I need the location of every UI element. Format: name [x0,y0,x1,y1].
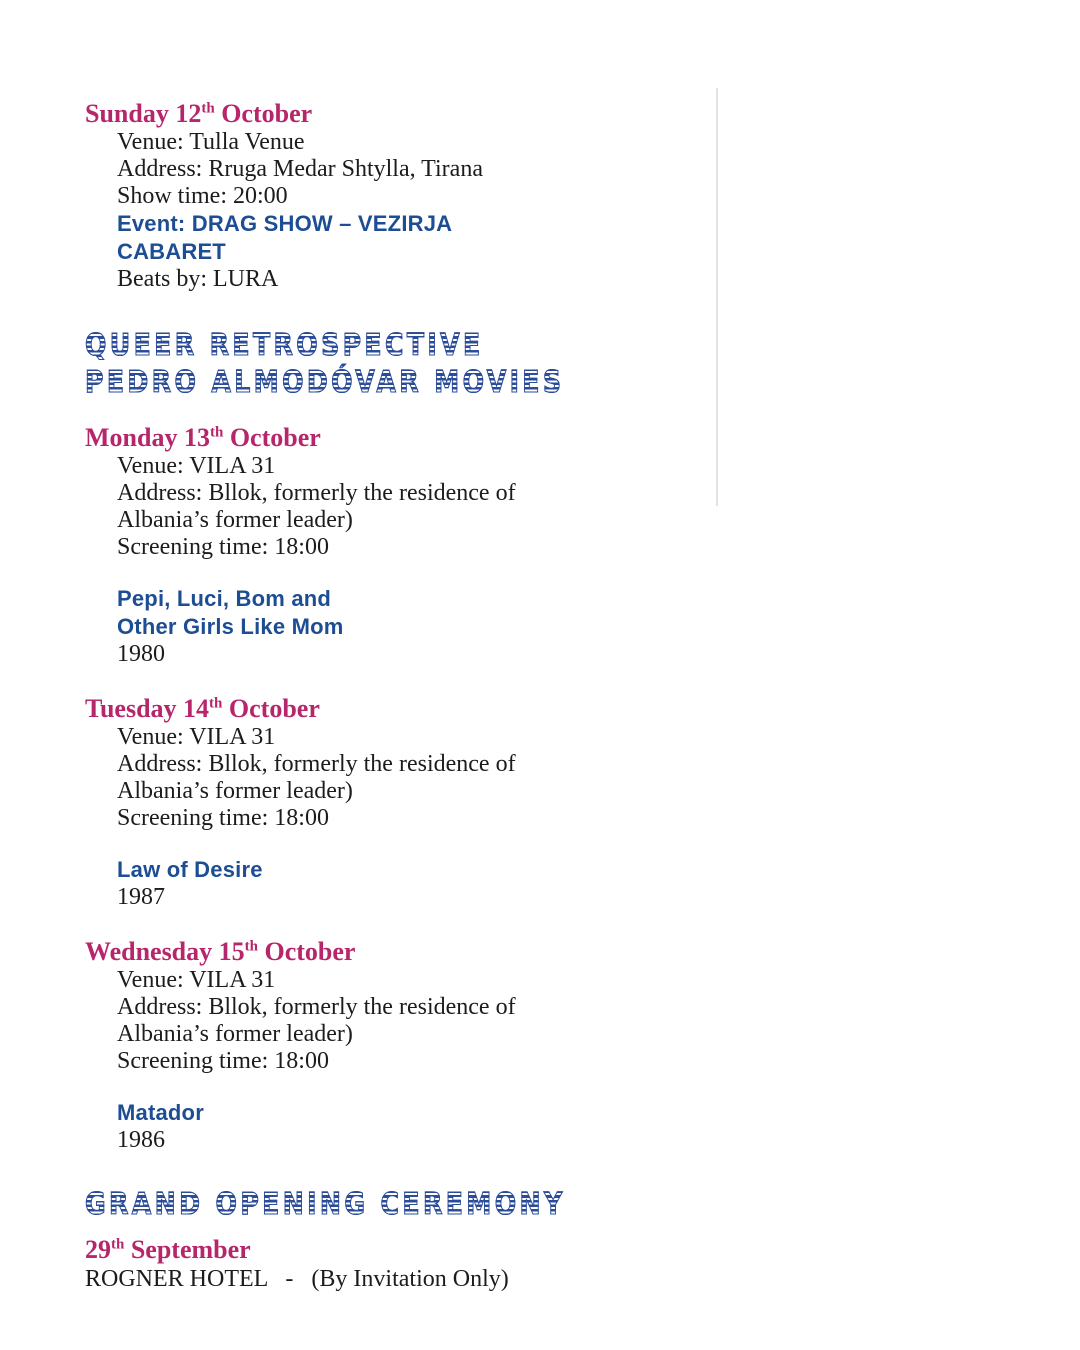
movie-title-line1: Matador [117,1100,204,1125]
event-title-line2: CABARET [117,239,226,264]
screening-address-line2: Albania’s former leader) [117,507,353,533]
movie-title-block [85,585,705,668]
screening-time: Screening time: 18:00 [117,805,329,831]
event-block-drag-show [85,99,705,293]
date-day: 29 [85,1235,111,1264]
date-month: October [258,937,356,966]
grand-opening-venue: ROGNER HOTEL - (By Invitation Only) [85,1266,509,1292]
date-month: October [214,99,313,128]
movie-title-line2: Other Girls Like Mom [117,614,344,639]
event-beats-by: Beats by: LURA [117,266,279,292]
screening-address-line1: Address: Bllok, formerly the residence of [117,751,516,777]
date-heading-wednesday [85,937,705,967]
date-ordinal: th [209,424,224,441]
date-day: Tuesday 14 [85,694,210,723]
screening-venue: Venue: VILA 31 [117,967,276,993]
date-ordinal: th [209,695,223,712]
screening-block-monday [85,423,705,668]
event-address: Address: Rruga Medar Shtylla, Tirana [117,156,483,182]
movie-year: 1980 [117,641,165,667]
screening-block-wednesday [85,937,705,1154]
program-content [85,99,705,1293]
movie-year: 1986 [117,1127,165,1153]
date-heading-monday [85,423,705,453]
movie-title-line1: Pepi, Luci, Bom and [117,586,332,611]
screening-address-line1: Address: Bllok, formerly the residence of [117,480,516,506]
date-heading-grand-opening [85,1235,705,1265]
grand-opening-heading: GRAND OPENING CEREMONY [85,1186,606,1223]
event-show-time: Show time: 20:00 [117,183,288,209]
date-day: Wednesday 15 [85,937,245,966]
movie-year: 1987 [117,884,165,910]
date-ordinal: th [111,1236,125,1253]
date-month: October [222,694,320,723]
screening-block-tuesday [85,694,705,911]
screening-venue: Venue: VILA 31 [117,453,276,479]
section-divider-line [716,88,718,506]
movie-title-block [85,1099,705,1154]
retrospective-section-heading [85,327,705,401]
movie-title-line1: Law of Desire [117,857,263,882]
date-day: Sunday 12 [85,99,202,128]
movie-title-block [85,856,705,911]
date-ordinal: th [244,938,258,955]
date-heading-tuesday [85,694,705,724]
event-venue: Venue: Tulla Venue [117,129,305,155]
date-heading-sunday [85,99,705,129]
screening-venue: Venue: VILA 31 [117,724,276,750]
event-title-line1: Event: DRAG SHOW – VEZIRJA [117,211,453,236]
screening-time: Screening time: 18:00 [117,1048,329,1074]
date-month: September [124,1235,251,1264]
date-day: Monday 13 [85,423,210,452]
date-month: October [223,423,321,452]
retrospective-heading-line1: QUEER RETROSPECTIVE [85,327,606,364]
grand-opening-section [85,1186,705,1293]
screening-address-line2: Albania’s former leader) [117,778,353,804]
retrospective-heading-line2: PEDRO ALMODÓVAR MOVIES [85,364,606,401]
screening-address-line1: Address: Bllok, formerly the residence of [117,994,516,1020]
screening-time: Screening time: 18:00 [117,534,329,560]
screening-address-line2: Albania’s former leader) [117,1021,353,1047]
date-ordinal: th [201,100,215,117]
